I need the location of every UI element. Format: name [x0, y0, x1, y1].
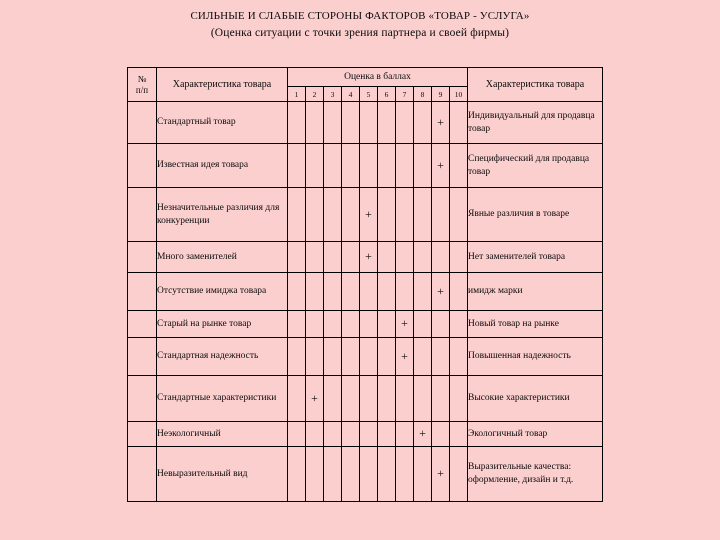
score-cell-marked-5[interactable]	[360, 242, 378, 273]
table-row	[128, 102, 603, 144]
score-cell-marked-8[interactable]	[414, 422, 432, 447]
score-cell-marked-9[interactable]	[432, 273, 450, 311]
score-cell-1[interactable]	[288, 311, 306, 338]
row-right-characteristic: Новый товар на рынке	[468, 311, 603, 338]
score-cell-1[interactable]	[288, 188, 306, 242]
score-cell-1[interactable]	[288, 102, 306, 144]
score-cell-6[interactable]	[378, 376, 396, 422]
row-right-characteristic: Нет заменителей товара	[468, 242, 603, 273]
score-cell-1[interactable]	[288, 144, 306, 188]
score-cell-2[interactable]	[306, 242, 324, 273]
score-cell-3[interactable]	[324, 447, 342, 502]
row-number-cell	[128, 338, 157, 376]
score-cell-3[interactable]	[324, 422, 342, 447]
row-right-characteristic: Повышенная надежность	[468, 338, 603, 376]
score-cell-marked-9[interactable]	[432, 102, 450, 144]
score-cell-10[interactable]	[450, 102, 468, 144]
header-left-characteristic: Характеристика товара	[157, 68, 288, 102]
row-number-cell	[128, 422, 157, 447]
score-cell-1[interactable]	[288, 376, 306, 422]
header-scale-tick-7: 7	[396, 87, 414, 102]
score-cell-9[interactable]	[432, 188, 450, 242]
table-row	[128, 338, 603, 376]
score-cell-3[interactable]	[324, 242, 342, 273]
score-cell-4[interactable]	[342, 338, 360, 376]
score-cell-6[interactable]	[378, 311, 396, 338]
score-cell-5[interactable]	[360, 311, 378, 338]
score-cell-8[interactable]	[414, 338, 432, 376]
table-body	[128, 102, 603, 502]
score-cell-4[interactable]	[342, 188, 360, 242]
score-cell-8[interactable]	[414, 273, 432, 311]
score-cell-2[interactable]	[306, 338, 324, 376]
row-left-characteristic: Незначительные различия для конкуренции	[157, 188, 288, 242]
score-cell-10[interactable]	[450, 242, 468, 273]
row-number-cell	[128, 311, 157, 338]
row-number-cell	[128, 273, 157, 311]
score-cell-4[interactable]	[342, 144, 360, 188]
score-mark: +	[401, 316, 408, 330]
row-right-characteristic: Экологичный товар	[468, 422, 603, 447]
score-cell-8[interactable]	[414, 242, 432, 273]
score-cell-4[interactable]	[342, 242, 360, 273]
score-cell-2[interactable]	[306, 144, 324, 188]
score-cell-2[interactable]	[306, 188, 324, 242]
table-header	[128, 68, 603, 102]
table-row	[128, 447, 603, 502]
score-cell-marked-9[interactable]	[432, 447, 450, 502]
row-left-characteristic: Стандартная надежность	[157, 338, 288, 376]
row-number-cell	[128, 376, 157, 422]
score-cell-8[interactable]	[414, 188, 432, 242]
score-cell-2[interactable]	[306, 273, 324, 311]
row-number-cell	[128, 144, 157, 188]
score-cell-10[interactable]	[450, 188, 468, 242]
row-right-characteristic: Высокие характеристики	[468, 376, 603, 422]
score-cell-7[interactable]	[396, 188, 414, 242]
score-cell-1[interactable]	[288, 422, 306, 447]
score-cell-6[interactable]	[378, 338, 396, 376]
score-cell-7[interactable]	[396, 273, 414, 311]
score-cell-3[interactable]	[324, 273, 342, 311]
score-cell-2[interactable]	[306, 311, 324, 338]
header-number-column	[128, 68, 157, 102]
score-cell-4[interactable]	[342, 273, 360, 311]
table-row	[128, 376, 603, 422]
header-number-line1: №	[137, 73, 147, 84]
score-cell-6[interactable]	[378, 447, 396, 502]
score-cell-6[interactable]	[378, 242, 396, 273]
score-cell-7[interactable]	[396, 422, 414, 447]
score-cell-7[interactable]	[396, 447, 414, 502]
score-cell-5[interactable]	[360, 102, 378, 144]
score-cell-marked-9[interactable]	[432, 144, 450, 188]
header-right-characteristic: Характеристика товара	[468, 68, 603, 102]
row-left-characteristic: Невыразительный вид	[157, 447, 288, 502]
score-cell-5[interactable]	[360, 376, 378, 422]
score-cell-8[interactable]	[414, 376, 432, 422]
row-number-cell	[128, 242, 157, 273]
score-cell-3[interactable]	[324, 376, 342, 422]
score-cell-1[interactable]	[288, 338, 306, 376]
header-scale-tick-3: 3	[324, 87, 342, 102]
table-row	[128, 311, 603, 338]
score-cell-6[interactable]	[378, 102, 396, 144]
score-cell-5[interactable]	[360, 338, 378, 376]
row-left-characteristic: Неэкологичный	[157, 422, 288, 447]
score-mark: +	[419, 426, 426, 440]
score-cell-5[interactable]	[360, 273, 378, 311]
score-cell-8[interactable]	[414, 447, 432, 502]
header-scale-tick-9: 9	[432, 87, 450, 102]
header-scale-tick-2: 2	[306, 87, 324, 102]
score-cell-9[interactable]	[432, 422, 450, 447]
score-cell-8[interactable]	[414, 102, 432, 144]
matrix-table-container	[127, 67, 603, 501]
row-right-characteristic: Явные различия в товаре	[468, 188, 603, 242]
row-left-characteristic: Стандартные характеристики	[157, 376, 288, 422]
header-scale-tick-6: 6	[378, 87, 396, 102]
header-scale-tick-5: 5	[360, 87, 378, 102]
table-row	[128, 188, 603, 242]
score-cell-4[interactable]	[342, 102, 360, 144]
row-number-cell	[128, 188, 157, 242]
score-cell-4[interactable]	[342, 376, 360, 422]
score-cell-8[interactable]	[414, 311, 432, 338]
score-cell-6[interactable]	[378, 273, 396, 311]
title-line-2: (Оценка ситуации с точки зрения партнера и своей фирмы)	[210, 27, 510, 39]
score-cell-2[interactable]	[306, 447, 324, 502]
score-cell-3[interactable]	[324, 188, 342, 242]
score-cell-4[interactable]	[342, 422, 360, 447]
score-mark: +	[401, 348, 408, 363]
row-number-cell	[128, 447, 157, 502]
score-mark: +	[437, 283, 444, 298]
score-cell-10[interactable]	[450, 422, 468, 447]
score-cell-3[interactable]	[324, 102, 342, 144]
score-cell-10[interactable]	[450, 311, 468, 338]
score-cell-1[interactable]	[288, 273, 306, 311]
header-score-group: Оценка в баллах	[288, 68, 468, 87]
score-mark: +	[311, 390, 318, 405]
score-cell-10[interactable]	[450, 338, 468, 376]
header-scale-tick-1: 1	[288, 87, 306, 102]
row-left-characteristic: Старый на рынке товар	[157, 311, 288, 338]
score-cell-10[interactable]	[450, 447, 468, 502]
score-cell-3[interactable]	[324, 144, 342, 188]
score-cell-9[interactable]	[432, 311, 450, 338]
header-scale-tick-8: 8	[414, 87, 432, 102]
score-cell-9[interactable]	[432, 338, 450, 376]
score-cell-marked-5[interactable]	[360, 188, 378, 242]
header-row-top	[128, 68, 603, 87]
score-cell-6[interactable]	[378, 144, 396, 188]
row-number-cell	[128, 102, 157, 144]
score-cell-1[interactable]	[288, 447, 306, 502]
score-mark: +	[437, 157, 444, 172]
header-scale-tick-10: 10	[450, 87, 468, 102]
row-left-characteristic: Много заменителей	[157, 242, 288, 273]
score-cell-5[interactable]	[360, 422, 378, 447]
score-cell-10[interactable]	[450, 273, 468, 311]
score-cell-marked-7[interactable]	[396, 311, 414, 338]
score-cell-7[interactable]	[396, 144, 414, 188]
score-cell-9[interactable]	[432, 242, 450, 273]
score-cell-3[interactable]	[324, 338, 342, 376]
score-cell-10[interactable]	[450, 144, 468, 188]
score-cell-6[interactable]	[378, 188, 396, 242]
table-row	[128, 144, 603, 188]
score-cell-7[interactable]	[396, 242, 414, 273]
score-cell-3[interactable]	[324, 311, 342, 338]
table-row	[128, 273, 603, 311]
score-mark: +	[437, 466, 444, 480]
score-cell-5[interactable]	[360, 447, 378, 502]
header-number-line2: п/п	[135, 84, 149, 95]
score-cell-5[interactable]	[360, 144, 378, 188]
score-cell-10[interactable]	[450, 376, 468, 422]
row-right-characteristic: Индивидуальный для продавца товар	[468, 102, 603, 144]
score-cell-9[interactable]	[432, 376, 450, 422]
row-left-characteristic: Стандартный товар	[157, 102, 288, 144]
row-right-characteristic: Выразительные качества: оформление, дизайн и т.д.	[468, 447, 603, 502]
score-cell-2[interactable]	[306, 102, 324, 144]
header-scale-tick-4: 4	[342, 87, 360, 102]
evaluation-matrix-table	[127, 67, 603, 502]
table-row	[128, 242, 603, 273]
score-cell-1[interactable]	[288, 242, 306, 273]
slide-title	[0, 8, 720, 42]
score-cell-7[interactable]	[396, 376, 414, 422]
score-mark: +	[437, 114, 444, 129]
score-cell-4[interactable]	[342, 447, 360, 502]
score-mark: +	[365, 206, 372, 221]
score-mark: +	[365, 249, 372, 263]
score-cell-4[interactable]	[342, 311, 360, 338]
row-right-characteristic: Специфический для продавца товар	[468, 144, 603, 188]
score-cell-8[interactable]	[414, 144, 432, 188]
score-cell-7[interactable]	[396, 102, 414, 144]
title-line-1: СИЛЬНЫЕ И СЛАБЫЕ СТОРОНЫ ФАКТОРОВ «ТОВАР - УСЛУГА»	[190, 10, 530, 22]
score-cell-marked-7[interactable]	[396, 338, 414, 376]
table-row	[128, 422, 603, 447]
row-left-characteristic: Отсутствие имиджа товара	[157, 273, 288, 311]
score-cell-2[interactable]	[306, 422, 324, 447]
score-cell-6[interactable]	[378, 422, 396, 447]
row-left-characteristic: Известная идея товара	[157, 144, 288, 188]
row-right-characteristic: имидж марки	[468, 273, 603, 311]
score-cell-marked-2[interactable]	[306, 376, 324, 422]
